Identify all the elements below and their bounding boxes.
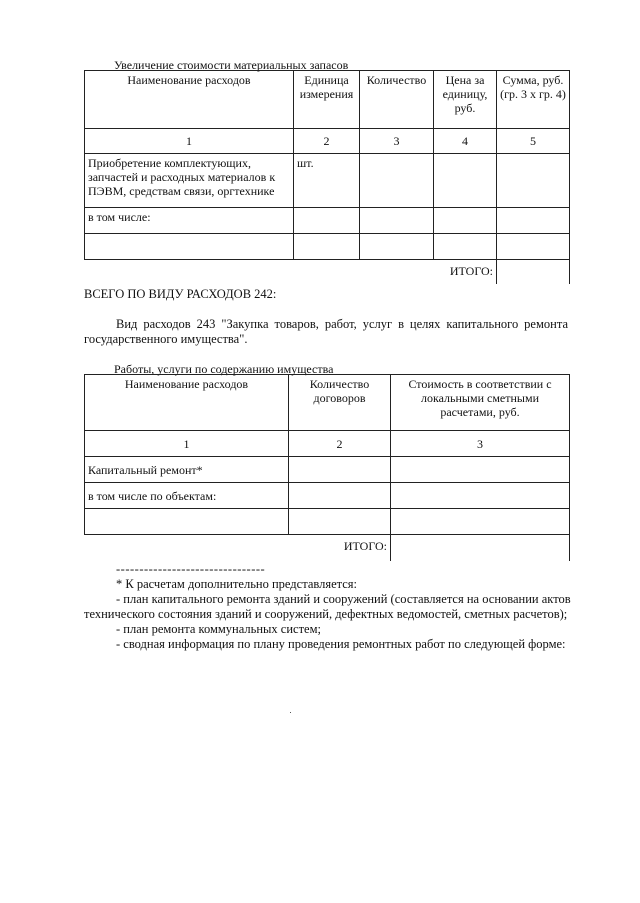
footnote-separator: -------------------------------- [116, 562, 266, 576]
table-row [85, 154, 570, 208]
header-cell: Сумма, руб. (гр. 3 х гр. 4) [497, 71, 570, 129]
table-cell: Капитальный ремонт* [85, 457, 289, 483]
column-number-row [85, 129, 570, 154]
table-cell [289, 457, 391, 483]
table-cell [85, 234, 294, 260]
table-row [85, 234, 570, 260]
table-cell [391, 509, 570, 535]
header-cell: Стоимость в соответствии с локальными сметными расчетами, руб. [391, 375, 570, 431]
table-row [85, 457, 570, 483]
table-cell [294, 208, 360, 234]
header-cell: Наименование расходов [85, 375, 289, 431]
table-cell [360, 234, 434, 260]
table-cell: в том числе: [85, 208, 294, 234]
column-number: 1 [85, 129, 294, 154]
column-number: 4 [434, 129, 497, 154]
footnote-line: - план ремонта коммунальных систем; [116, 622, 321, 636]
table-cell [360, 154, 434, 208]
total-row [85, 260, 570, 284]
scan-speck [290, 712, 291, 713]
column-number: 3 [360, 129, 434, 154]
total-label: ИТОГО: [85, 260, 497, 284]
header-cell: Цена за единицу, руб. [434, 71, 497, 129]
footnote-line: - план капитального ремонта зданий и сооружений (составляется на основании актов [116, 592, 571, 606]
table-cell [85, 509, 289, 535]
table-header-row [85, 71, 570, 129]
table-cell [497, 208, 570, 234]
total-row [85, 535, 570, 561]
column-number: 2 [289, 431, 391, 457]
column-number: 1 [85, 431, 289, 457]
header-cell: Единица измерения [294, 71, 360, 129]
table1-caption: Увеличение стоимости материальных запасов [114, 58, 349, 72]
table-cell [497, 234, 570, 260]
header-cell: Количество [360, 71, 434, 129]
table-cell: в том числе по объектам: [85, 483, 289, 509]
column-number: 2 [294, 129, 360, 154]
table-cell [289, 509, 391, 535]
total-value-cell [497, 260, 570, 284]
table-cell [434, 234, 497, 260]
table-cell [294, 234, 360, 260]
table-row [85, 208, 570, 234]
footnote-line: - сводная информация по плану проведения ремонтных работ по следующей форме: [116, 637, 566, 651]
column-number: 5 [497, 129, 570, 154]
table-cell [391, 457, 570, 483]
table-cell: Приобретение комплектующих, запчастей и расходных материалов к ПЭВМ, средствам связи, оргтехнике [85, 154, 294, 208]
total-label: ИТОГО: [85, 535, 391, 561]
table-header-row [85, 375, 570, 431]
materials-table [84, 70, 570, 284]
total-value-cell [391, 535, 570, 561]
footnote-line: * К расчетам дополнительно представляется: [116, 577, 358, 591]
column-number-row [85, 431, 570, 457]
total-242: ВСЕГО ПО ВИДУ РАСХОДОВ 242: [84, 287, 277, 301]
table-cell [391, 483, 570, 509]
table-cell [434, 208, 497, 234]
expense-243-paragraph: Вид расходов 243 "Закупка товаров, работ, услуг в целях капитального ремонта государственного имущества". [84, 317, 568, 346]
table-cell [360, 208, 434, 234]
table-row [85, 509, 570, 535]
property-works-table [84, 374, 570, 561]
table-cell: шт. [294, 154, 360, 208]
table-row [85, 483, 570, 509]
header-cell: Количество договоров [289, 375, 391, 431]
column-number: 3 [391, 431, 570, 457]
table-cell [434, 154, 497, 208]
table2-caption: Работы, услуги по содержанию имущества [114, 362, 334, 376]
table-cell [497, 154, 570, 208]
footnote-line: технического состояния зданий и сооружений, дефектных ведомостей, сметных расчетов); [84, 607, 568, 621]
header-cell: Наименование расходов [85, 71, 294, 129]
table-cell [289, 483, 391, 509]
